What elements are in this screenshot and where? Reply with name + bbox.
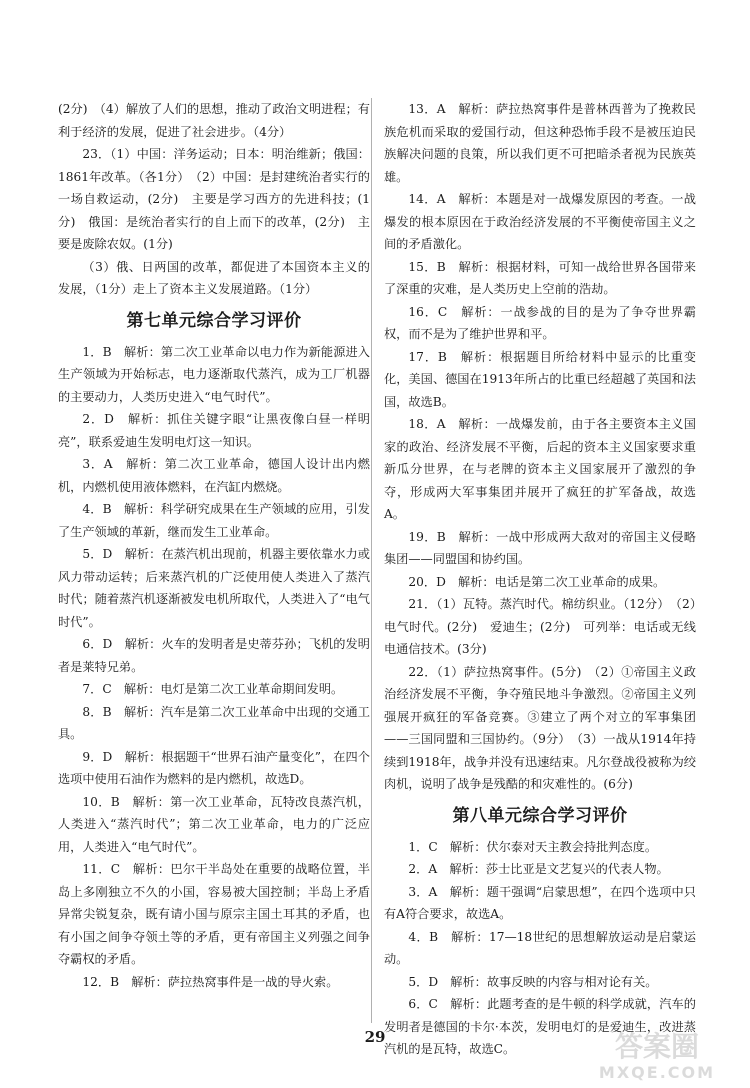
answer-item: 10．B 解析：第一次工业革命，瓦特改良蒸汽机，人类进入“蒸汽时代”；第二次工业革命，电力的广泛应用，人类进入“电气时代”。 xyxy=(58,794,370,854)
watermark-logo xyxy=(572,1024,742,1084)
answer-item: 17．B 解析：根据题目所给材料中显示的比重变化，美国、德国在1913年所占的比重已经超越了英国和法国，故选B。 xyxy=(384,349,696,409)
answer-item: 15．B 解析：根据材料，可知一战给世界各国带来了深重的灾难，是人类历史上空前的浩劫。 xyxy=(384,259,696,296)
column-divider xyxy=(371,98,372,1023)
answer-item: 2．D 解析：抓住关键字眼“让黑夜像白昼一样明亮”，联系爱迪生发明电灯这一知识。 xyxy=(58,412,370,449)
answer-item: 19．B 解析：一战中形成两大敌对的帝国主义侵略集团——同盟国和协约国。 xyxy=(384,529,696,566)
left-column xyxy=(58,98,370,993)
answer-item: 18．A 解析：一战爆发前，由于各主要资本主义国家的政治、经济发展不平衡，后起的资本主义国家要求重新瓜分世界，在与老牌的资本主义国家展开了激烈的争夺，形成两大军事集团并展开了疯狂的扩军备战，故选A。 xyxy=(384,417,696,521)
answer-item: 12．B 解析：萨拉热窝事件是一战的导火索。 xyxy=(82,974,339,989)
answer-item: 1．C 解析：伏尔泰对天主教会持批判态度。 xyxy=(408,839,658,854)
answer-paragraph: (2分) （4）解放了人们的思想，推动了政治文明进程；有利于经济的发展，促进了社会进步。（4分） xyxy=(58,102,370,139)
right-column xyxy=(384,98,696,1061)
unit8-heading: 第八单元综合学习评价 xyxy=(452,805,628,826)
answer-item: 11．C 解析：巴尔干半岛处在重要的战略位置，半岛上多刚独立不久的小国，容易被大国控制；半岛上矛盾异常尖锐复杂，既有请小国与原宗主国土耳其的矛盾，也有小国之间争夺领土等的矛盾，更有帝国主义列强之间争夺霸权的矛盾。 xyxy=(58,862,370,966)
answer-item: 6．D 解析：火车的发明者是史蒂芬孙；飞机的发明者是莱特兄弟。 xyxy=(58,637,370,674)
answer-item: 7．C 解析：电灯是第二次工业革命期间发明。 xyxy=(82,682,344,696)
answer-item: 5．D 解析：在蒸汽机出现前，机器主要依靠水力或风力带动运转；后来蒸汽机的广泛使用使人类进入了蒸汽时代；随着蒸汽机逐渐被发电机所取代，人类进入了“电气时代”。 xyxy=(58,547,370,629)
answer-item: 3．A 解析：第二次工业革命，德国人设计出内燃机，内燃机使用液体燃料，在汽缸内燃烧。 xyxy=(58,457,370,494)
page-number: 29 xyxy=(364,1028,386,1046)
answer-item: 20．D 解析：电话是第二次工业革命的成果。 xyxy=(408,574,666,589)
answer-item: 4．B 解析：17—18世纪的思想解放运动是启蒙运动。 xyxy=(384,929,696,966)
answer-item: 13．A 解析：萨拉热窝事件是普林西普为了挽救民族危机而采取的爱国行动，但这种恐怖手段不是被压迫民族解决问题的良策，所以我们更不可把暗杀者视为民族英雄。 xyxy=(384,102,696,184)
answer-item: 14．A 解析：本题是对一战爆发原因的考查。一战爆发的根本原因在于政治经济发展的不平衡使帝国主义之间的矛盾激化。 xyxy=(384,192,696,251)
answer-item: 9．D 解析：根据题干“世界石油产量变化”，在四个选项中使用石油作为燃料的是内燃机，故选D。 xyxy=(58,749,370,786)
watermark-line1: 答案圈 xyxy=(614,1030,700,1063)
answer-item: 8．B 解析：汽车是第二次工业革命中出现的交通工具。 xyxy=(58,704,370,741)
answer-item: 6．C 解析：此题考查的是牛顿的科学成就，汽车的发明者是德国的卡尔·本茨，发明电灯的是爱迪生，改进蒸汽机的是瓦特，故选C。 xyxy=(384,997,696,1056)
unit7-heading: 第七单元综合学习评价 xyxy=(126,310,302,331)
answer-paragraph: 23．（1）中国：洋务运动；日本：明治维新；俄国：1861年改革。（各1分） （2）中国：是封建统治者实行的一场自救运动，(2分) 主要是学习西方的先进科技；(1分) 俄国：是统治者实行的自上而下的改革，(2分) 主要是废除农奴。(1分) xyxy=(58,147,370,251)
answer-item: 4．B 解析：科学研究成果在生产领域的应用，引发了生产领域的革新，继而发生工业革命。 xyxy=(58,502,370,539)
answer-paragraph: （3）俄、日两国的改革，都促进了本国资本主义的发展，（1分）走上了资本主义发展道路。（1分） xyxy=(58,259,370,296)
answer-item: 22．（1）萨拉热窝事件。(5分) （2）①帝国主义政治经济发展不平衡，争夺殖民地斗争激烈。②帝国主义列强展开疯狂的军备竞赛。③建立了两个对立的军事集团——三国同盟和三国协约。（9分） （3）一战从1914年持续到1918年，战争并没有迅速结束。凡尔登战役被称为绞肉机，说明了战争是残酷的和灾难性的。(6分) xyxy=(384,664,696,791)
answer-item: 16．C 解析：一战参战的目的是为了争夺世界霸权，而不是为了维护世界和平。 xyxy=(384,304,696,341)
answer-item: 2．A 解析：莎士比亚是文艺复兴的代表人物。 xyxy=(408,862,669,876)
watermark-line2: MXQE.COM xyxy=(598,1063,716,1082)
answer-item: 3．A 解析：题干强调“启蒙思想”，在四个选项中只有A符合要求，故选A。 xyxy=(384,884,696,921)
answer-item: 21．（1）瓦特。蒸汽时代。棉纺织业。（12分） （2）电气时代。(2分) 爱迪生；(2分) 可列举：电话或无线电通信技术。(3分) xyxy=(384,597,696,656)
answer-item: 5．D 解析：故事反映的内容与相对论有关。 xyxy=(408,974,658,989)
answer-item: 1．B 解析：第二次工业革命以电力作为新能源进入生产领域为开始标志，电力逐渐取代蒸汽，成为工厂机器的主要动力，人类历史进入“电气时代”。 xyxy=(58,344,370,404)
